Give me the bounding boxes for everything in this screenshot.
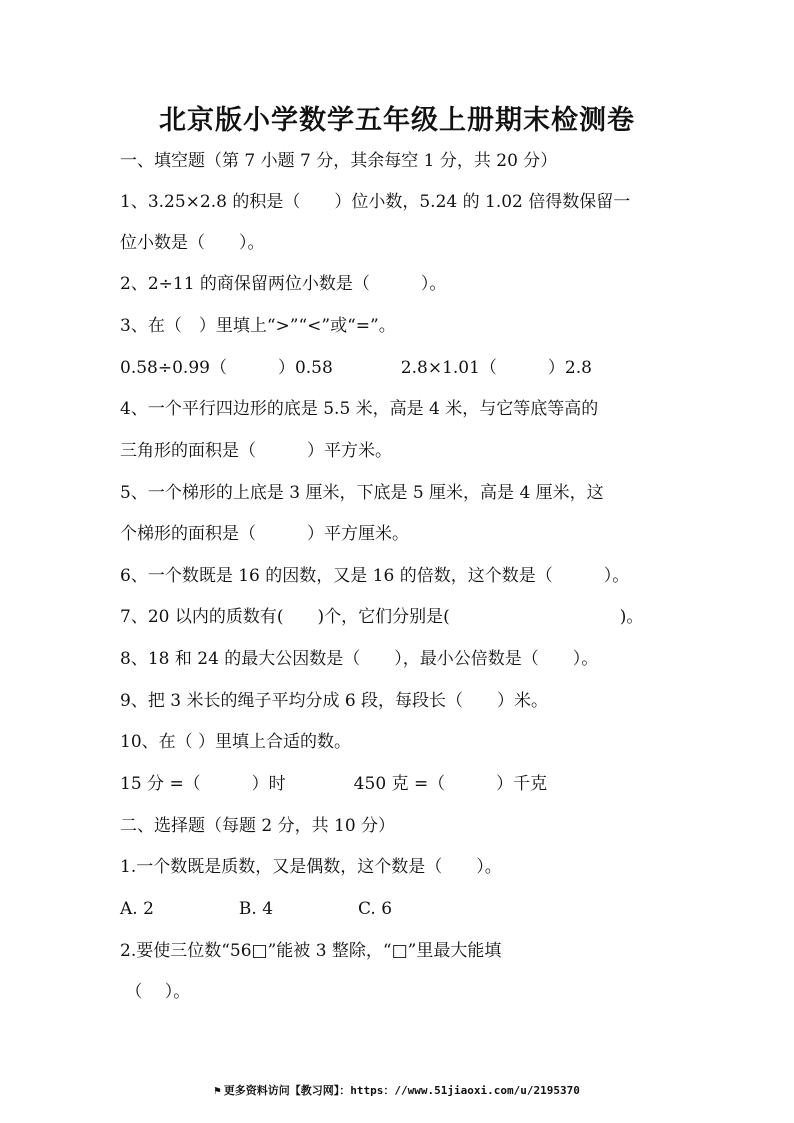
footer-link[interactable]: 更多资料访问【教习网】：https：//www.51jiaoxi.com/u/2195370 [223, 1084, 580, 1097]
section-header-choice: 二、选择题（每题 2 分，共 10 分） [120, 816, 396, 836]
question-4-line-1: 4、一个平行四边形的底是 5.5 米，高是 4 米，与它等底等高的 [120, 399, 599, 419]
question-3-items: 0.58÷0.99（ ）0.58 2.8×1.01（ ）2.8 [120, 358, 592, 378]
question-2: 2、2÷11 的商保留两位小数是（ ）。 [120, 274, 447, 294]
choice-question-1-options: A. 2 B. 4 C. 6 [120, 899, 393, 919]
question-1-line-1: 1、3.25×2.8 的积是（ ）位小数，5.24 的 1.02 倍得数保留一 [120, 192, 631, 212]
question-7: 7、20 以内的质数有( )个，它们分别是( )。 [120, 607, 644, 627]
question-3: 3、在（ ）里填上“>”“<”或“=”。 [120, 316, 396, 336]
footer [0, 1082, 794, 1098]
choice-question-2-line-2: （ ）。 [120, 982, 191, 1002]
question-1-line-2: 位小数是（ ）。 [120, 233, 265, 253]
flag-icon: ⚑ [214, 1084, 221, 1097]
question-8: 8、18 和 24 的最大公因数是（ ），最小公倍数是（ ）。 [120, 649, 599, 669]
question-4-line-2: 三角形的面积是（ ）平方米。 [120, 441, 392, 461]
question-5-line-1: 5、一个梯形的上底是 3 厘米，下底是 5 厘米，高是 4 厘米，这 [120, 483, 604, 503]
question-10-items: 15 分 =（ ）时 450 克 =（ ）千克 [120, 774, 548, 794]
choice-question-2-line-1: 2.要使三位数“56□”能被 3 整除，“□”里最大能填 [120, 941, 502, 961]
question-5-line-2: 个梯形的面积是（ ）平方厘米。 [120, 524, 409, 544]
section-header-fill-in: 一、填空题（第 7 小题 7 分，其余每空 1 分，共 20 分） [120, 151, 558, 171]
question-6: 6、一个数既是 16 的因数，又是 16 的倍数，这个数是（ ）。 [120, 566, 630, 586]
question-10: 10、在（ ）里填上合适的数。 [120, 732, 352, 752]
page-title: 北京版小学数学五年级上册期末检测卷 [159, 105, 635, 136]
choice-question-1: 1.一个数既是质数，又是偶数，这个数是（ ）。 [120, 857, 502, 877]
question-9: 9、把 3 米长的绳子平均分成 6 段，每段长（ ）米。 [120, 691, 549, 711]
